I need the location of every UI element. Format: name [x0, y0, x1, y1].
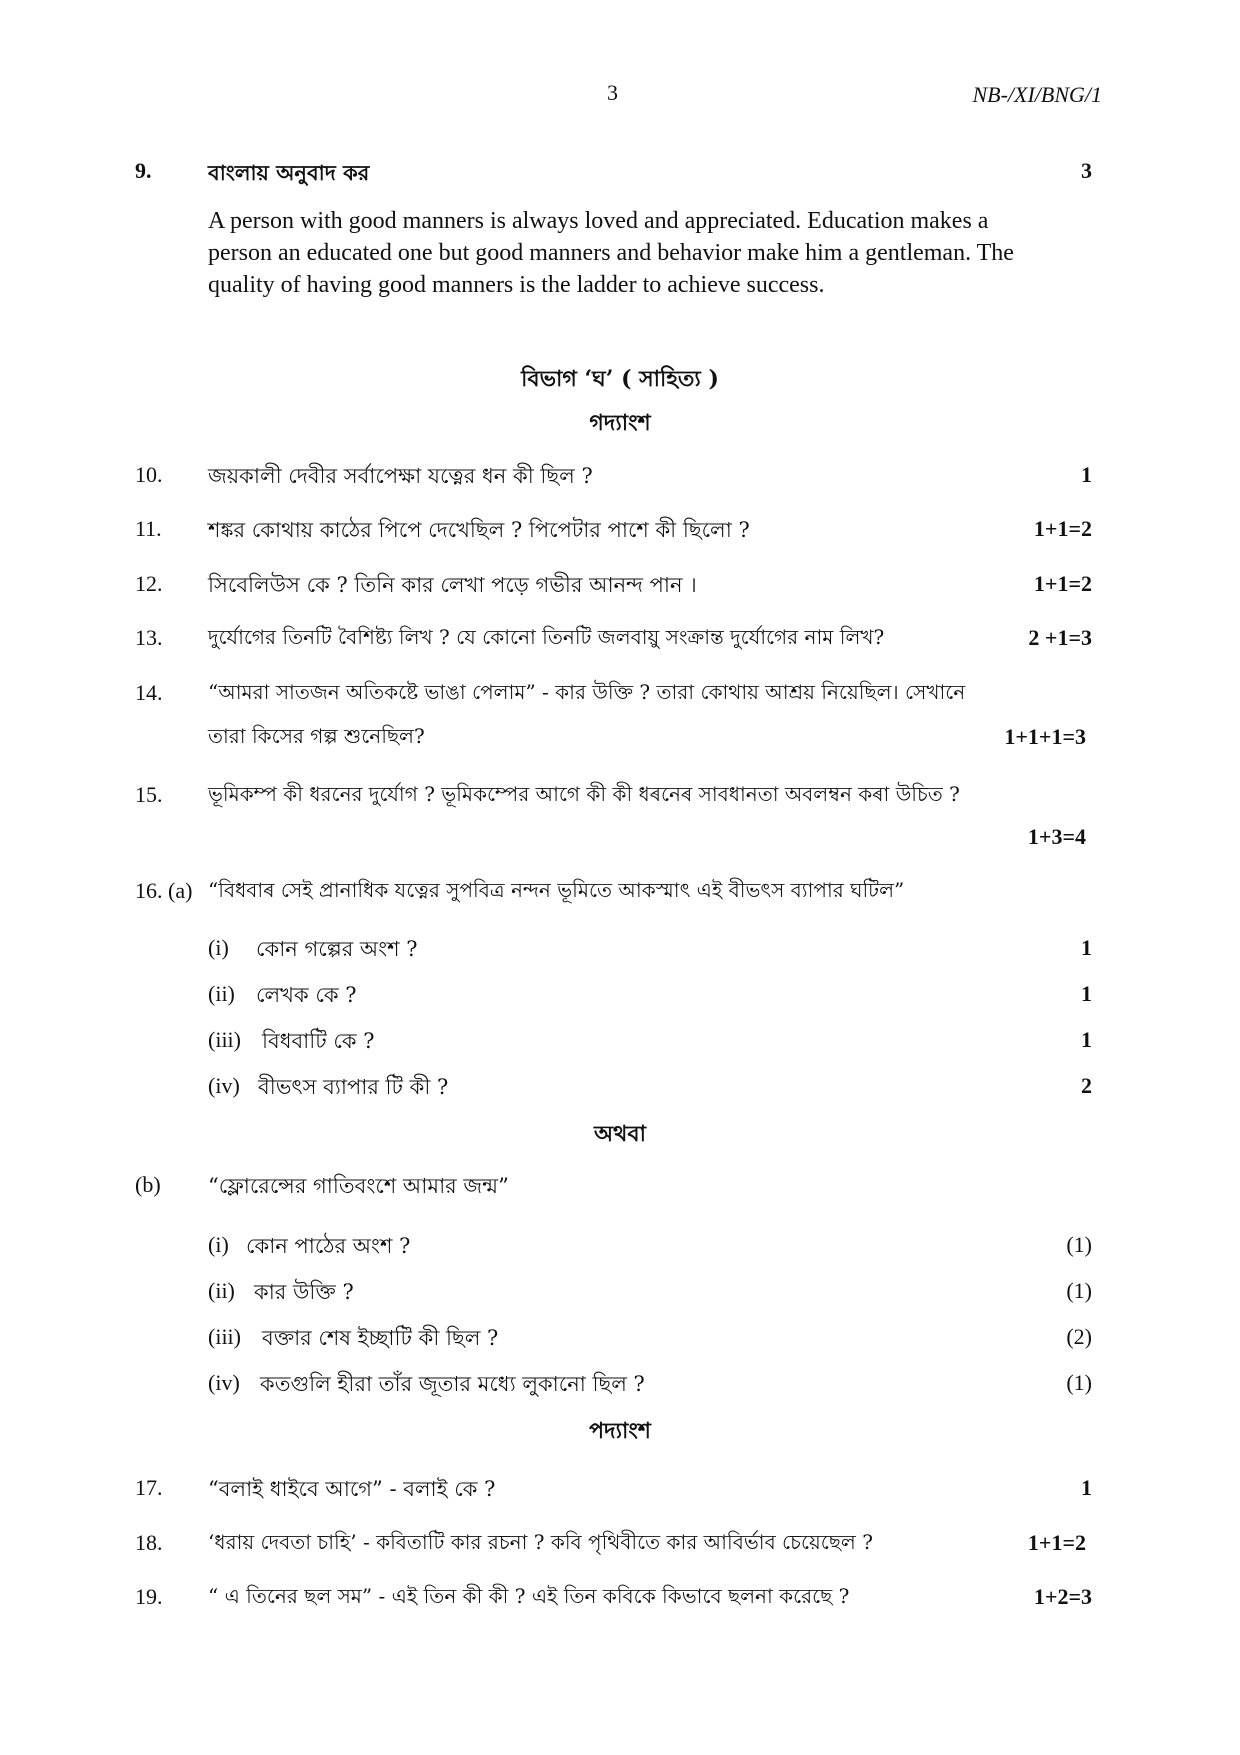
question-number: 14. [135, 680, 163, 705]
section-title: বিভাগ ‘ঘ’ ( সাহিত্য ) [521, 366, 719, 392]
question-marks: 1+1=2 [1033, 571, 1092, 596]
sub-question-label: (i) [208, 935, 229, 960]
question-number: 9. [135, 158, 152, 183]
question-text: তারা কিসের গল্প শুনেছিল? [208, 724, 425, 748]
sub-question-label: (iii) [208, 1324, 241, 1349]
sub-question-marks: (1) [1066, 1370, 1092, 1395]
question-marks: 1+1=2 [1027, 1530, 1086, 1555]
sub-question-label: (iv) [208, 1073, 240, 1098]
passage-line: quality of having good manners is the ladder to achieve success. [208, 272, 825, 298]
question-marks: 3 [1081, 158, 1092, 183]
sub-question-text: কতগুলি হীরা তাঁর জূতার মধ্যে লুকানো ছিল ? [260, 1372, 645, 1396]
question-text: ‘ধরায় দেবতা চাহি’ - কবিতাটি কার রচনা ? কবি পৃথিবীতে কার আবির্ভাব চেয়েছেল ? [208, 1530, 873, 1554]
sub-question-marks: 1 [1081, 981, 1092, 1006]
sub-question-marks: (2) [1066, 1324, 1092, 1349]
question-number: 11. [135, 516, 162, 541]
question-number: 15. [135, 782, 163, 807]
passage-line: A person with good manners is always loved and appreciated. Education makes a [208, 208, 989, 234]
question-marks: 1+1+1=3 [1004, 724, 1086, 749]
sub-question-marks: (1) [1066, 1278, 1092, 1303]
question-text: “ এ তিনের ছল সম” - এই তিন কী কী ? এই তিন কবিকে কিভাবে ছলনা করেছে ? [208, 1584, 850, 1608]
question-number: 12. [135, 571, 163, 596]
question-quote: “ফ্লোরেন্সের গাতিবংশে আমার জন্ম” [208, 1174, 509, 1198]
sub-question-text: কার উক্তি ? [254, 1280, 354, 1304]
question-number: (b) [135, 1172, 161, 1197]
sub-question-marks: (1) [1066, 1232, 1092, 1257]
sub-question-text: লেখক কে ? [256, 983, 357, 1007]
question-marks: 1 [1081, 1475, 1092, 1500]
paper-code: NB-/XI/BNG/1 [972, 82, 1102, 107]
sub-question-text: বক্তার শেষ ইচ্ছাটি কী ছিল ? [262, 1326, 499, 1350]
question-text: শঙ্কর কোথায় কাঠের পিপে দেখেছিল ? পিপেটার পাশে কী ছিলো ? [208, 518, 750, 542]
poetry-heading: পদ্যাংশ [589, 1418, 651, 1444]
question-marks: 1+2=3 [1033, 1584, 1092, 1609]
question-text: “বলাই ধাইবে আগে” - বলাই কে ? [208, 1477, 496, 1501]
sub-question-marks: 1 [1081, 1027, 1092, 1052]
question-marks: 1 [1081, 462, 1092, 487]
sub-question-label: (i) [208, 1232, 229, 1257]
question-title: বাংলায় অনুবাদ কর [208, 160, 370, 185]
sub-question-label: (ii) [208, 1278, 235, 1303]
sub-question-label: (iv) [208, 1370, 240, 1395]
question-text: ভূমিকম্প কী ধরনের দুর্যোগ ? ভূমিকম্পের আগে কী কী ধৰনেৰ সাবধানতা অবলম্বন কৰা উচিত ? [208, 782, 960, 806]
question-number: 17. [135, 1475, 163, 1500]
sub-question-label: (ii) [208, 981, 235, 1006]
question-number: 19. [135, 1584, 163, 1609]
question-number: 16. (a) [135, 878, 193, 903]
sub-question-text: বীভৎস ব্যাপার টি কী ? [258, 1075, 449, 1099]
sub-question-marks: 1 [1081, 935, 1092, 960]
question-number: 18. [135, 1530, 163, 1555]
sub-question-text: কোন গল্পের অংশ ? [256, 937, 418, 961]
or-label: অথবা [594, 1121, 646, 1147]
translation-passage [208, 205, 1108, 301]
question-quote: “বিধবাৰ সেই প্রানাধিক যত্নের সুপবিত্র নন্দন ভূমিতে আকস্মাৎ এই বীভৎস ব্যাপার ঘটিল” [208, 878, 905, 902]
question-text: দুর্যোগের তিনটি বৈশিষ্ট্য লিখ ? যে কোনো তিনটি জলবায়ু সংক্রান্ত দুর্যোগের নাম লিখ? [208, 625, 885, 649]
question-marks: 2 +1=3 [1028, 625, 1092, 650]
question-marks: 1+3=4 [1027, 824, 1086, 849]
sub-question-marks: 2 [1081, 1073, 1092, 1098]
question-text: “আমরা সাতজন অতিকষ্টে ভাঙা পেলাম” - কার উক্তি ? তারা কোথায় আশ্রয় নিয়েছিল। সেখানে [208, 680, 966, 704]
sub-question-text: কোন পাঠের অংশ ? [246, 1234, 411, 1258]
question-marks: 1+1=2 [1033, 516, 1092, 541]
prose-heading: গদ্যাংশ [589, 410, 651, 436]
question-text: সিবেলিউস কে ? তিনি কার লেখা পড়ে গভীর আনন্দ পান । [208, 573, 697, 597]
passage-line: person an educated one but good manners and behavior make him a gentleman. The [208, 240, 1014, 266]
question-number: 13. [135, 625, 163, 650]
sub-question-text: বিধবাটি কে ? [262, 1029, 375, 1053]
sub-question-label: (iii) [208, 1027, 241, 1052]
question-text: জয়কালী দেবীর সর্বাপেক্ষা যত্নের ধন কী ছিল ? [208, 464, 593, 488]
question-number: 10. [135, 462, 163, 487]
page-number: 3 [607, 80, 618, 105]
